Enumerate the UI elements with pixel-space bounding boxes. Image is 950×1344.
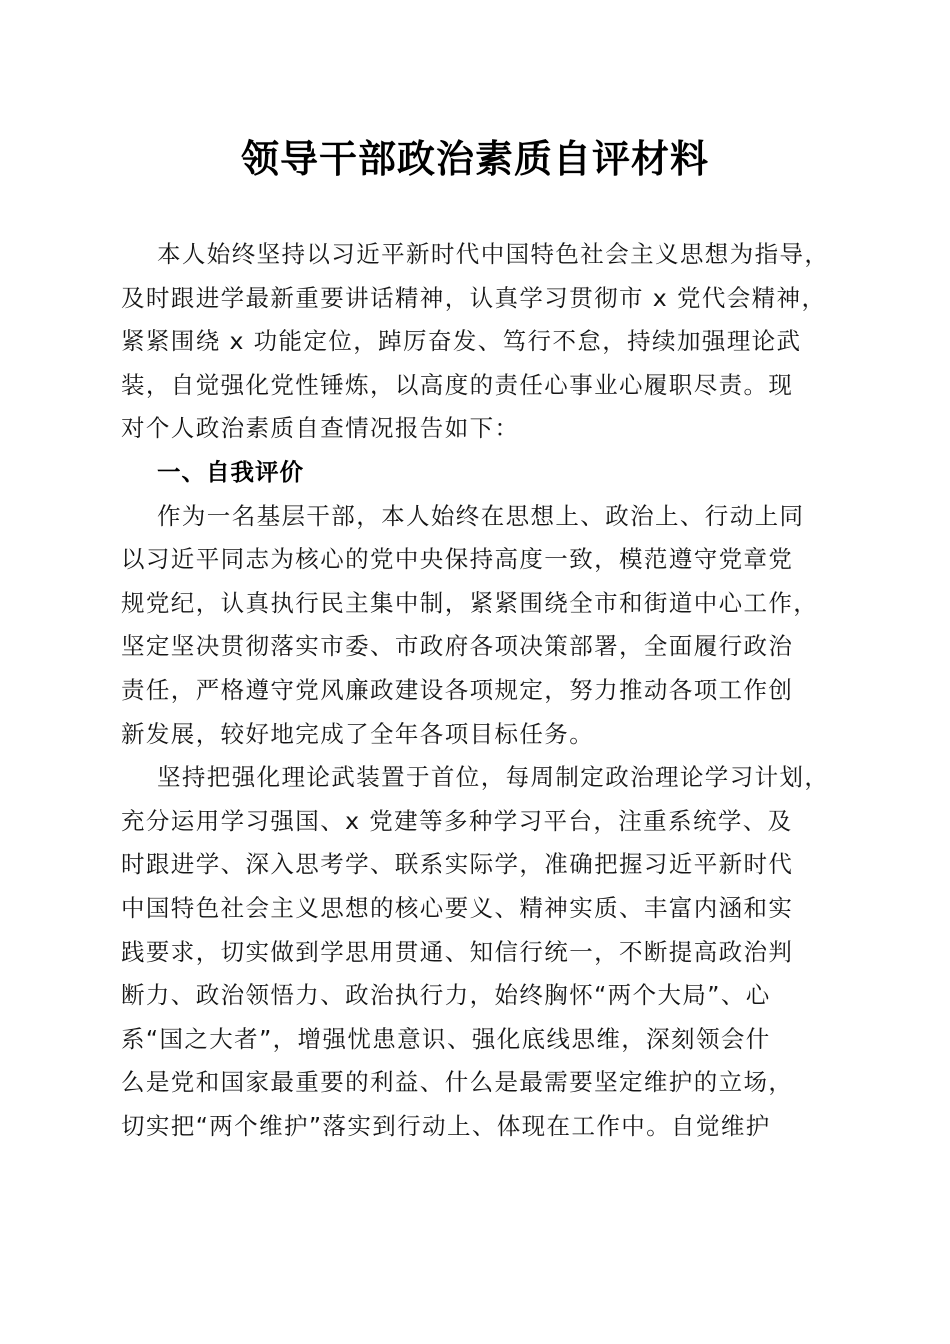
text-line: 对个人政治素质自查情况报告如下： — [121, 414, 520, 443]
text-line: 本人始终坚持以习近平新时代中国特色社会主义思想为指导， — [157, 240, 830, 268]
text-line: 系“国之大者”，增强忧患意识、强化底线思维，深刻领会什 — [121, 1024, 771, 1053]
text-line: 以习近平同志为核心的党中央保持高度一致，模范遵守党章党 — [121, 545, 794, 574]
text-line: 规党纪，认真执行民主集中制，紧紧围绕全市和街道中心工作， — [121, 588, 819, 617]
document-body — [121, 233, 841, 1148]
text-line: 坚持把强化理论武装置于首位，每周制定政治理论学习计划， — [157, 763, 830, 792]
text-line: 新发展，较好地完成了全年各项目标任务。 — [121, 719, 595, 748]
paragraph-theory-study — [121, 756, 841, 1148]
text-line: 坚定坚决贯彻落实市委、市政府各项决策部署，全面履行政治 — [121, 632, 794, 661]
text-line: 责任，严格遵守党风廉政建设各项规定，努力推动各项工作创 — [121, 675, 794, 704]
text-line: 作为一名基层干部，本人始终在思想上、政治上、行动上同 — [157, 501, 805, 530]
document-title: 领导干部政治素质自评材料 — [240, 136, 709, 181]
text-line: 时跟进学、深入思考学、联系实际学，准确把握习近平新时代 — [121, 850, 794, 879]
text-line: 充分运用学习强国、x 党建等多种学习平台，注重系统学、及 — [121, 806, 793, 835]
paragraph-self-evaluation — [121, 495, 841, 757]
text-line: 断力、政治领悟力、政治执行力，始终胸怀“两个大局”、心 — [121, 981, 771, 1010]
text-line: 践要求，切实做到学思用贯通、知信行统一，不断提高政治判 — [121, 937, 794, 966]
section-heading: 一、自我评价 — [157, 457, 304, 486]
text-line: 紧紧围绕 x 功能定位，踔厉奋发、笃行不怠，持续加强理论武 — [121, 327, 802, 356]
text-line: 装，自觉强化党性锤炼，以高度的责任心事业心履职尽责。现 — [121, 370, 794, 399]
text-line: 切实把“两个维护”落实到行动上、体现在工作中。自觉维护 — [121, 1111, 771, 1140]
paragraph-intro — [121, 233, 841, 451]
text-line: 中国特色社会主义思想的核心要义、精神实质、丰富内涵和实 — [121, 893, 794, 922]
text-line: 及时跟进学最新重要讲话精神，认真学习贯彻市 x 党代会精神， — [121, 283, 827, 312]
text-line: 么是党和国家最重要的利益、什么是最需要坚定维护的立场， — [121, 1068, 794, 1097]
